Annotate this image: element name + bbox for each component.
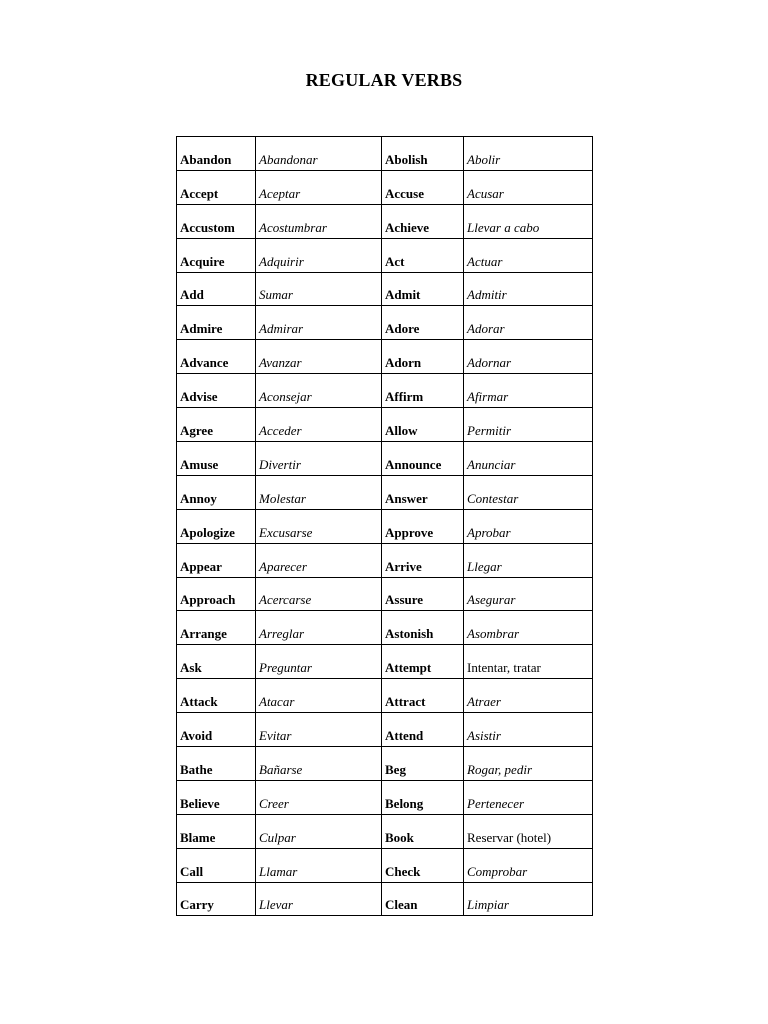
spanish-translation-cell: Sumar (256, 272, 382, 306)
table-row (177, 374, 593, 408)
english-verb-cell: Arrange (177, 611, 256, 645)
english-verb-cell: Bathe (177, 747, 256, 781)
spanish-translation-cell: Anunciar (464, 442, 593, 476)
spanish-translation-cell: Admitir (464, 272, 593, 306)
spanish-translation-cell: Adornar (464, 340, 593, 374)
english-verb-cell: Act (382, 238, 464, 272)
english-verb-cell: Abandon (177, 137, 256, 171)
english-verb-cell: Check (382, 848, 464, 882)
table-row (177, 306, 593, 340)
spanish-translation-cell: Molestar (256, 475, 382, 509)
spanish-translation-cell: Creer (256, 780, 382, 814)
english-verb-cell: Abolish (382, 137, 464, 171)
english-verb-cell: Adorn (382, 340, 464, 374)
english-verb-cell: Advise (177, 374, 256, 408)
english-verb-cell: Agree (177, 408, 256, 442)
english-verb-cell: Call (177, 848, 256, 882)
table-row (177, 442, 593, 476)
spanish-translation-cell: Excusarse (256, 509, 382, 543)
table-row (177, 645, 593, 679)
english-verb-cell: Avoid (177, 713, 256, 747)
spanish-translation-cell: Adorar (464, 306, 593, 340)
spanish-translation-cell: Actuar (464, 238, 593, 272)
table-row (177, 611, 593, 645)
table-row (177, 780, 593, 814)
table-row (177, 408, 593, 442)
spanish-translation-cell: Limpiar (464, 882, 593, 916)
spanish-translation-cell: Permitir (464, 408, 593, 442)
spanish-translation-cell: Adquirir (256, 238, 382, 272)
english-verb-cell: Assure (382, 577, 464, 611)
english-verb-cell: Advance (177, 340, 256, 374)
spanish-translation-cell: Llevar a cabo (464, 204, 593, 238)
table-row (177, 272, 593, 306)
page-title: REGULAR VERBS (305, 70, 463, 90)
english-verb-cell: Add (177, 272, 256, 306)
english-verb-cell: Book (382, 814, 464, 848)
spanish-translation-cell: Preguntar (256, 645, 382, 679)
table-row (177, 882, 593, 916)
english-verb-cell: Attempt (382, 645, 464, 679)
english-verb-cell: Appear (177, 543, 256, 577)
english-verb-cell: Admire (177, 306, 256, 340)
spanish-translation-cell: Divertir (256, 442, 382, 476)
english-verb-cell: Adore (382, 306, 464, 340)
english-verb-cell: Accept (177, 170, 256, 204)
table-row (177, 204, 593, 238)
spanish-translation-cell: Aprobar (464, 509, 593, 543)
spanish-translation-cell: Atraer (464, 679, 593, 713)
english-verb-cell: Allow (382, 408, 464, 442)
spanish-translation-cell: Aceptar (256, 170, 382, 204)
spanish-translation-cell: Llegar (464, 543, 593, 577)
table-row (177, 238, 593, 272)
spanish-translation-cell: Rogar, pedir (464, 747, 593, 781)
spanish-translation-cell: Atacar (256, 679, 382, 713)
spanish-translation-cell: Asombrar (464, 611, 593, 645)
english-verb-cell: Arrive (382, 543, 464, 577)
verbs-table-body (177, 137, 593, 916)
table-row (177, 170, 593, 204)
english-verb-cell: Carry (177, 882, 256, 916)
spanish-translation-cell: Culpar (256, 814, 382, 848)
table-row (177, 475, 593, 509)
table-row (177, 543, 593, 577)
table-row (177, 509, 593, 543)
english-verb-cell: Beg (382, 747, 464, 781)
table-row (177, 814, 593, 848)
spanish-translation-cell: Aparecer (256, 543, 382, 577)
english-verb-cell: Attend (382, 713, 464, 747)
table-row (177, 577, 593, 611)
english-verb-cell: Approve (382, 509, 464, 543)
spanish-translation-cell: Contestar (464, 475, 593, 509)
spanish-translation-cell: Acostumbrar (256, 204, 382, 238)
spanish-translation-cell: Afirmar (464, 374, 593, 408)
table-row (177, 679, 593, 713)
spanish-translation-cell: Comprobar (464, 848, 593, 882)
english-verb-cell: Attack (177, 679, 256, 713)
english-verb-cell: Ask (177, 645, 256, 679)
spanish-translation-cell: Reservar (hotel) (464, 814, 593, 848)
spanish-translation-cell: Bañarse (256, 747, 382, 781)
english-verb-cell: Annoy (177, 475, 256, 509)
spanish-translation-cell: Arreglar (256, 611, 382, 645)
spanish-translation-cell: Acceder (256, 408, 382, 442)
english-verb-cell: Answer (382, 475, 464, 509)
table-row (177, 340, 593, 374)
spanish-translation-cell: Llamar (256, 848, 382, 882)
english-verb-cell: Accustom (177, 204, 256, 238)
english-verb-cell: Accuse (382, 170, 464, 204)
spanish-translation-cell: Aconsejar (256, 374, 382, 408)
english-verb-cell: Amuse (177, 442, 256, 476)
english-verb-cell: Believe (177, 780, 256, 814)
english-verb-cell: Apologize (177, 509, 256, 543)
spanish-translation-cell: Abandonar (256, 137, 382, 171)
spanish-translation-cell: Intentar, tratar (464, 645, 593, 679)
english-verb-cell: Announce (382, 442, 464, 476)
table-row (177, 137, 593, 171)
english-verb-cell: Affirm (382, 374, 464, 408)
spanish-translation-cell: Asistir (464, 713, 593, 747)
table-row (177, 747, 593, 781)
spanish-translation-cell: Llevar (256, 882, 382, 916)
spanish-translation-cell: Abolir (464, 137, 593, 171)
english-verb-cell: Belong (382, 780, 464, 814)
english-verb-cell: Acquire (177, 238, 256, 272)
english-verb-cell: Blame (177, 814, 256, 848)
english-verb-cell: Admit (382, 272, 464, 306)
spanish-translation-cell: Acercarse (256, 577, 382, 611)
spanish-translation-cell: Avanzar (256, 340, 382, 374)
table-row (177, 713, 593, 747)
spanish-translation-cell: Admirar (256, 306, 382, 340)
english-verb-cell: Achieve (382, 204, 464, 238)
table-row (177, 848, 593, 882)
spanish-translation-cell: Asegurar (464, 577, 593, 611)
verbs-table (176, 136, 593, 916)
spanish-translation-cell: Evitar (256, 713, 382, 747)
spanish-translation-cell: Pertenecer (464, 780, 593, 814)
english-verb-cell: Attract (382, 679, 464, 713)
english-verb-cell: Astonish (382, 611, 464, 645)
english-verb-cell: Clean (382, 882, 464, 916)
spanish-translation-cell: Acusar (464, 170, 593, 204)
english-verb-cell: Approach (177, 577, 256, 611)
